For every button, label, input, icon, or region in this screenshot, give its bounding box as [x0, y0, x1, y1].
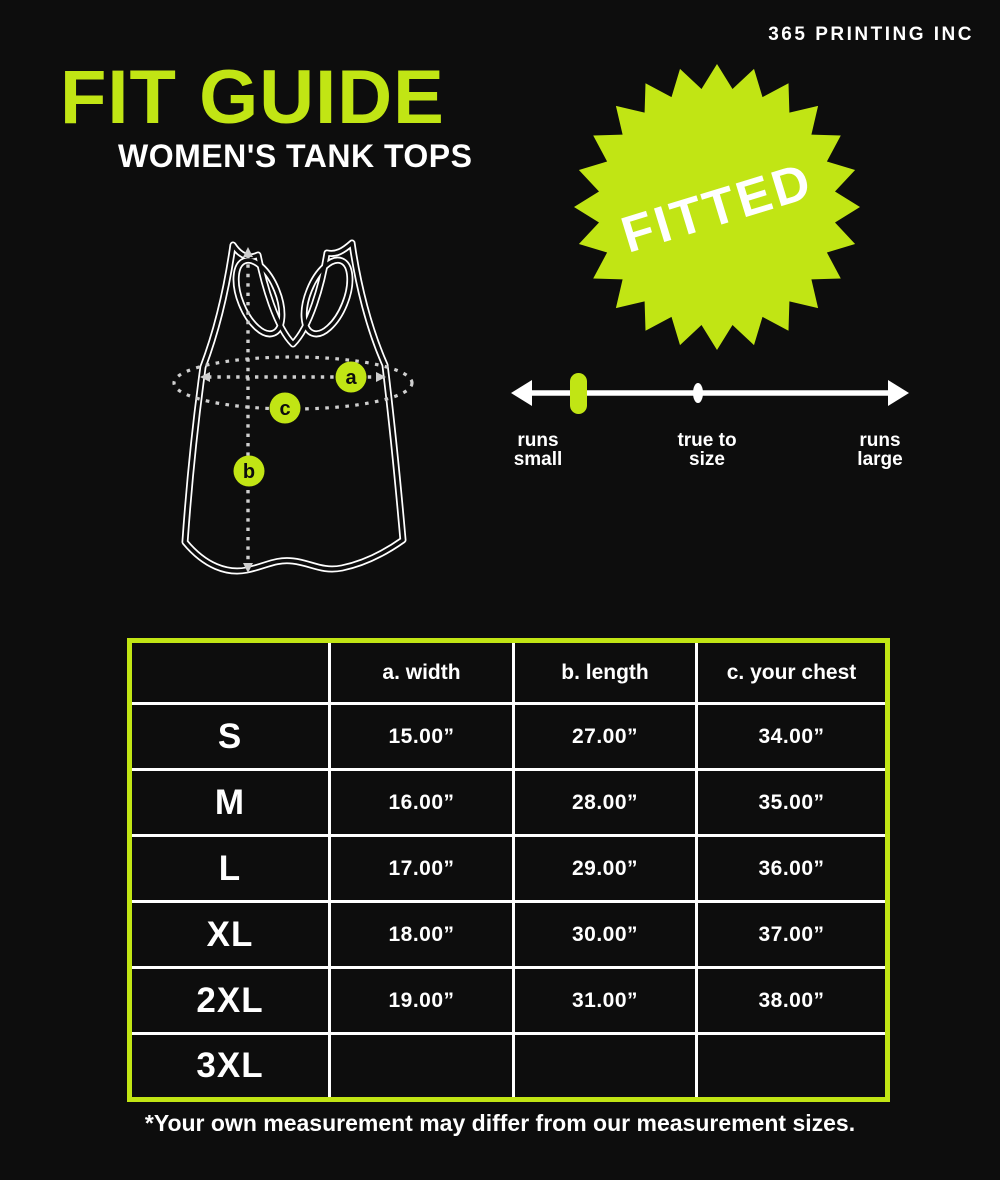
column-header-2: c. your chest [697, 641, 888, 704]
scale-arrow-left-icon [511, 380, 532, 406]
size-label: XL [130, 902, 330, 968]
measurement-value: 31.00” [514, 968, 697, 1034]
measurement-value: 37.00” [697, 902, 888, 968]
table-row-3xl [130, 1034, 888, 1100]
page-subtitle: WOMEN'S TANK TOPS [118, 138, 473, 174]
fitted-badge [567, 57, 867, 357]
brand-name: 365 PRINTING INC [768, 24, 974, 45]
badge-label: FITTED [614, 151, 820, 263]
table-row-s [130, 704, 888, 770]
measurement-value: 15.00” [330, 704, 514, 770]
table-row-2xl [130, 968, 888, 1034]
scale-label-line1: runs [859, 430, 901, 451]
column-header-0: a. width [330, 641, 514, 704]
size-label: 2XL [130, 968, 330, 1034]
table-row-l [130, 836, 888, 902]
measurement-value: 27.00” [514, 704, 697, 770]
measurement-value [514, 1034, 697, 1100]
measurement-value: 18.00” [330, 902, 514, 968]
table-header-row [130, 641, 888, 704]
measurement-value: 36.00” [697, 836, 888, 902]
scale-position-marker [570, 373, 587, 414]
scale-label-line2: large [857, 449, 903, 470]
scale-label-true-to-size [677, 431, 736, 469]
measurement-value: 28.00” [514, 770, 697, 836]
size-label: M [130, 770, 330, 836]
scale-label-runs-small [514, 431, 563, 469]
fit-scale [505, 365, 915, 425]
measurement-value [697, 1034, 888, 1100]
size-label: S [130, 704, 330, 770]
measure-marker-label-b: b [242, 461, 256, 483]
measure-marker-label-a: a [345, 367, 357, 389]
page-title: FIT GUIDE [60, 55, 445, 140]
measurement-value: 30.00” [514, 902, 697, 968]
measurement-value: 16.00” [330, 770, 514, 836]
size-table [127, 638, 890, 1102]
measurement-value [330, 1034, 514, 1100]
measure-marker-label-c: c [279, 398, 291, 420]
scale-arrow-right-icon [888, 380, 909, 406]
measurement-value: 38.00” [697, 968, 888, 1034]
scale-labels [505, 431, 915, 491]
column-header-1: b. length [514, 641, 697, 704]
size-label: L [130, 836, 330, 902]
size-label: 3XL [130, 1034, 330, 1100]
scale-label-line2: small [513, 449, 563, 470]
scale-label-line2: size [689, 449, 725, 470]
measurement-value: 17.00” [330, 836, 514, 902]
scale-label-runs-large [857, 431, 902, 469]
tank-top-diagram [170, 235, 420, 580]
measurement-value: 19.00” [330, 968, 514, 1034]
size-column-header [130, 641, 330, 704]
table-row-m [130, 770, 888, 836]
measurement-value: 35.00” [697, 770, 888, 836]
table-row-xl [130, 902, 888, 968]
scale-label-line1: runs [517, 430, 559, 451]
scale-label-line1: true to [677, 430, 737, 451]
measurement-value: 34.00” [697, 704, 888, 770]
footnote: *Your own measurement may differ from our measurement sizes. [144, 1110, 856, 1136]
measure-markers [234, 362, 367, 487]
measurement-value: 29.00” [514, 836, 697, 902]
true-to-size-dot [693, 383, 703, 403]
